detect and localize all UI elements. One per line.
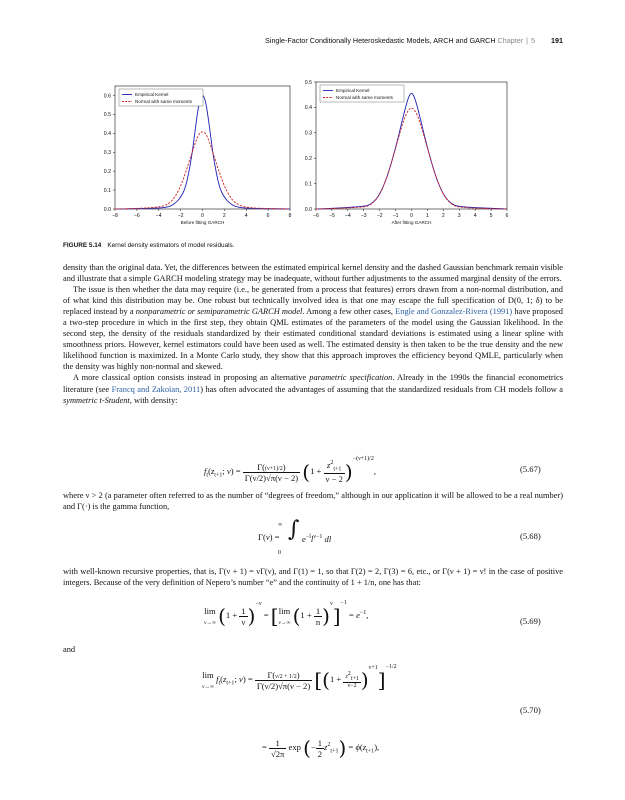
legend-label: Empirical Kernel <box>135 92 169 98</box>
y-tick-label: 0.0 <box>304 206 312 213</box>
series-line-empirical <box>316 93 507 209</box>
x-tick-label: 2 <box>222 213 226 219</box>
x-tick-label: 2 <box>441 213 445 219</box>
series-line-empirical <box>115 96 290 210</box>
y-tick-label: 0.4 <box>304 105 312 112</box>
x-axis-label: After fitting GARCH <box>391 220 432 225</box>
figure-kernel-density <box>60 78 530 230</box>
body-text-block-3 <box>63 566 563 588</box>
x-tick-label: −1 <box>392 213 399 219</box>
y-tick-label: 0.1 <box>103 187 111 194</box>
series-line-normal <box>115 132 290 209</box>
x-tick-label: 6 <box>505 213 509 219</box>
legend-label: Empirical Kernel <box>336 88 370 94</box>
page-number: 191 <box>551 36 563 45</box>
legend-label: Normal with same moments <box>135 99 192 105</box>
x-tick-label: 8 <box>288 213 292 219</box>
y-tick-label: 0.6 <box>103 93 111 100</box>
x-tick-label: 6 <box>266 213 270 219</box>
running-head <box>0 36 563 45</box>
y-tick-label: 0.2 <box>304 156 312 162</box>
equation-number-5-70: (5.70) <box>520 705 541 715</box>
equation-number-5-68: (5.68) <box>520 531 541 541</box>
body-text-block-1 <box>63 262 563 406</box>
legend-label: Normal with same moments <box>336 95 393 101</box>
paragraph-2-text-c: have proposed a two-step procedure in which in the first step, they obtain QML estimates of the parameters of the model using the Gaussian likelihood. In the second step, the density of the residuals standardized by their estimated conditional standard deviations is estimated using a linear spline with smoothness priors. However, kernel estimators could have been used as well. The estimated density is then taken to be the true density and the new likelihood function is maximized. In a Monte Carlo study, they show that this approach improves the efficiency beyond QMLE, particularly when the density was highly non-normal and skewed. <box>63 307 563 372</box>
running-title: Single-Factor Conditionally Heteroskedastic Models, ARCH and GARCH <box>265 36 496 45</box>
paragraph-3 <box>63 372 563 405</box>
paragraph-5: with well-known recursive properties, that is, Γ(ν + 1) = νΓ(ν), and Γ(1) = 1, so that Γ(2) = 2, Γ(3) = 6, etc., or Γ(ν + 1) = ν! in the case of positive integers. Because of the very definition of Nepero’s number “e” and the continuity of 1 + 1/n, one has that: <box>63 567 563 588</box>
y-tick-label: 0.5 <box>304 79 312 86</box>
y-tick-label: 0.0 <box>103 206 111 213</box>
x-tick-label: −6 <box>313 213 319 219</box>
chapter-separator: | <box>526 36 528 45</box>
paragraph-3-emphasis-1: parametric specification <box>309 373 393 383</box>
equation-number-5-67: (5.67) <box>520 464 541 474</box>
text-and: and <box>63 645 76 654</box>
x-tick-label: 1 <box>425 213 429 219</box>
equation-5-70: lim ν→∞ $f_t(z_{t+1}$; ν) = $\frac{\Gamma(\nu/2 + 1/2)}{\Gamma(\nu/2)√\pi(\nu - 2)}$ [(1 + $\frac{z^2_{t+1}}{\nu-2}$ )$^{\nu+1}$]$^{-1/2}$ <box>202 664 397 692</box>
x-tick-label: −3 <box>360 213 367 219</box>
x-tick-label: −5 <box>328 213 335 219</box>
x-tick-label: −4 <box>155 213 162 219</box>
paragraph-3-text-d: , with density: <box>129 395 178 405</box>
paragraph-2-text-b: . Among a few other cases, <box>302 307 396 317</box>
paragraph-3-text-a: A more classical option consists instead in proposing an alternative <box>73 373 310 383</box>
x-tick-label: 3 <box>457 213 461 219</box>
equation-5-67: $f_t(z_{t+1}$; ν) = $\frac{\Gamma((\nu+1)/2)}{\Gamma(\nu/2)√\pi(\nu - 2)}$ (1 + $\frac{z^2_{t+1}}{\nu - 2}$ )$^{-(\nu+1)/2}$, <box>204 456 376 484</box>
paragraph-2-emphasis: nonparametric or semiparametric GARCH model <box>135 307 303 317</box>
x-tick-label: 0 <box>410 213 413 219</box>
citation-francq-zakoian[interactable]: Francq and Zakoïan, 2011 <box>111 384 201 394</box>
chapter-label: Chapter <box>497 36 524 45</box>
equation-number-5-69: (5.69) <box>520 616 541 626</box>
paragraph-3-text-b: . Already in the 1990s the financial econometrics literature (see <box>63 373 564 394</box>
paragraph-3-text-c: ) has often advocated the advantages of assuming that the standardized residuals from CH models follow a <box>200 384 563 394</box>
y-tick-label: 0.3 <box>103 150 111 157</box>
citation-engle-gonzalez-rivera[interactable]: Engle and Gonzalez-Rivera (1991) <box>395 307 513 317</box>
paragraph-4: where ν > 2 (a parameter often referred to as the number of “degrees of freedom,” although in our application it will be allowed to be a real number) and Γ(·) is the gamma function, <box>63 491 563 512</box>
equation-5-69: lim ν→∞ (1 + $\frac{1}{\nu}$ )$^{-\nu}$ = [lim ν→∞ (1 + $\frac{1}{n}$ )$^\nu]^{-1} = e^{-1}$, <box>204 600 369 628</box>
x-tick-label: 5 <box>489 213 493 219</box>
y-tick-label: 0.1 <box>304 181 312 188</box>
figure-caption <box>63 242 235 249</box>
y-tick-label: 0.2 <box>103 168 111 175</box>
body-text-block-2 <box>63 490 563 512</box>
x-tick-label: 4 <box>244 213 248 219</box>
x-tick-label: −2 <box>177 213 184 219</box>
equation-5-70-line-2: = $\frac{1}{√2\pi}$ exp (− $\frac{1}{2}$ $z^2_{t+1}) = \phi(z_{t+1})$, <box>262 736 380 760</box>
x-tick-label: −2 <box>376 213 383 219</box>
x-tick-label: −6 <box>133 213 140 219</box>
y-tick-label: 0.5 <box>103 112 111 119</box>
x-axis-label: Before fitting GARCH <box>180 220 225 225</box>
x-tick-label: 0 <box>201 213 204 219</box>
paragraph-2-text-a: The issue is then whether the data may require (i.e., be generated from a process that features) errors drawn from a non-normal distribution, and of what kind this distribution may be. One robust but technically involved idea is that one may escape the full specification of D(0, 1; δ) to be replaced instead by a <box>63 285 563 317</box>
paragraph-2 <box>63 284 563 372</box>
y-tick-label: 0.4 <box>103 131 111 138</box>
x-tick-label: 4 <box>473 213 477 219</box>
x-tick-label: −4 <box>344 213 351 219</box>
paragraph-3-emphasis-2: symmetric t-Student <box>63 395 130 405</box>
paragraph-1: density than the original data. Yet, the differences between the estimated empirical kernel density and the dashed Gaussian benchmark remain visible and illustrate that a simple GARCH modeling strategy may be inadequate, without further adjustments to the assumed marginal density of the errors. <box>63 263 563 284</box>
series-line-normal <box>316 108 507 209</box>
y-tick-label: 0.3 <box>304 130 312 137</box>
figure-caption-text: Kernel density estimators of model residuals. <box>107 242 235 249</box>
x-tick-label: −8 <box>112 213 118 219</box>
figure-caption-label: FIGURE 5.14 <box>63 242 102 249</box>
chapter-number: 5 <box>531 36 535 45</box>
